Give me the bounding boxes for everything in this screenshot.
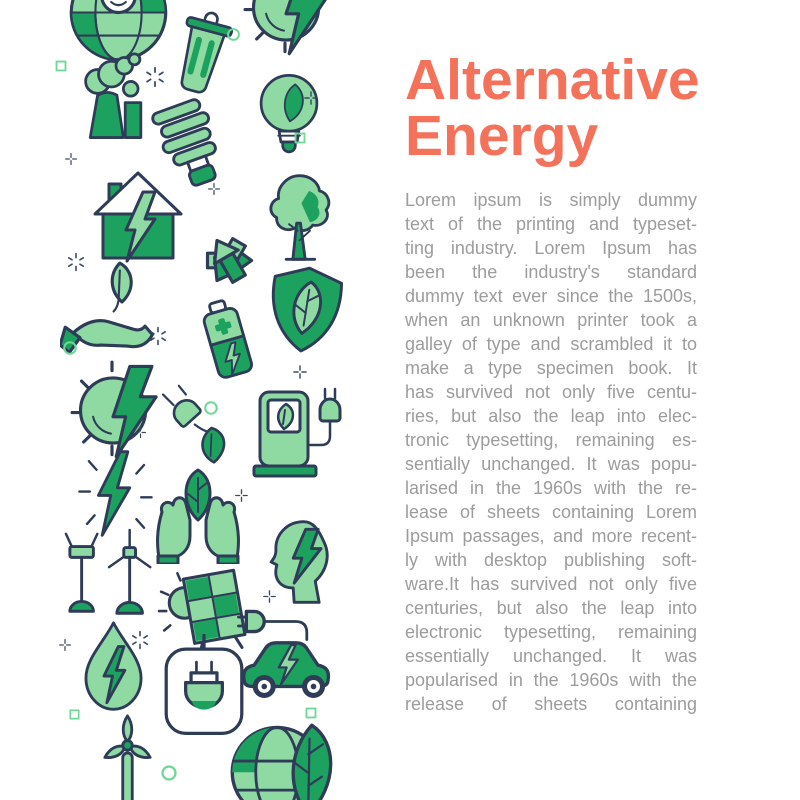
ev-charging-station-icon bbox=[244, 384, 344, 484]
body-text-line: has survived not only five centu- bbox=[405, 382, 697, 402]
hands-holding-leaf-icon bbox=[148, 464, 248, 564]
body-text-line: release of sheets containing bbox=[405, 694, 697, 714]
sparkle-plus-icon bbox=[207, 182, 221, 196]
body-text bbox=[405, 188, 697, 716]
page-title-line: Energy bbox=[405, 104, 599, 168]
sparkle-plus-icon bbox=[303, 90, 319, 106]
wind-turbines-icon bbox=[64, 526, 162, 624]
sparkle-plus-icon bbox=[58, 638, 72, 652]
body-text-line: Ipsum passages, and more recent- bbox=[405, 526, 697, 546]
circle-outline-icon bbox=[203, 400, 219, 416]
body-text-line: been the industry's standard bbox=[405, 262, 697, 282]
sparkle-burst-icon bbox=[66, 252, 86, 272]
sparkle-plus-icon bbox=[262, 589, 277, 604]
body-text-line: ware.It has survived not only five bbox=[405, 574, 697, 594]
body-text-line: ting industry. Lorem Ipsum has bbox=[405, 238, 697, 258]
square-outline-icon bbox=[54, 59, 68, 73]
body-text-line: centuries, but also the leap into bbox=[405, 598, 697, 618]
sun-energy-icon bbox=[243, 0, 348, 60]
body-text-line: Lorem ipsum is simply dummy bbox=[405, 190, 697, 210]
sparkle-burst-icon bbox=[144, 66, 166, 88]
body-text-line: larised in the 1960s with the re- bbox=[405, 478, 697, 498]
wind-turbine-propeller-icon bbox=[80, 714, 175, 800]
sparkle-plus-icon bbox=[292, 364, 308, 380]
eco-shield-icon bbox=[251, 258, 359, 366]
square-outline-icon bbox=[68, 708, 81, 721]
sparkle-plus-icon bbox=[64, 152, 78, 166]
circle-outline-icon bbox=[226, 27, 241, 42]
body-text-line: ly with desktop publishing soft- bbox=[405, 550, 697, 570]
page-title bbox=[405, 48, 700, 168]
body-text-line: galley of type and scrambled it to bbox=[405, 334, 697, 354]
body-text-line: electronic typesetting, remaining bbox=[405, 622, 697, 642]
page-title-line: Alternative bbox=[405, 48, 700, 112]
body-text-line: essentially unchanged. It was bbox=[405, 646, 697, 666]
sparkle-burst-icon bbox=[130, 630, 150, 650]
body-text-line: ries, but also the leap into elec- bbox=[405, 406, 697, 426]
electric-car-icon bbox=[234, 598, 346, 710]
square-outline-icon bbox=[304, 706, 318, 720]
body-text-line: dummy text ever since the 1500s, bbox=[405, 286, 697, 306]
circle-outline-icon bbox=[160, 764, 178, 782]
sparkle-plus-icon bbox=[234, 488, 249, 503]
sparkle-plus-icon bbox=[134, 426, 147, 439]
body-text-line: sentially unchanged. It was popu- bbox=[405, 454, 697, 474]
square-outline-icon bbox=[293, 131, 307, 145]
body-text-line: make a type specimen book. It bbox=[405, 358, 697, 378]
eco-bulb-icon bbox=[244, 70, 334, 160]
globe-leaf-icon bbox=[230, 714, 342, 800]
plug-leaf-icon bbox=[156, 384, 244, 472]
body-text-line: popularised in the 1960s with the bbox=[405, 670, 697, 690]
circle-outline-icon bbox=[62, 340, 78, 356]
text-column bbox=[405, 48, 700, 716]
body-text-line: tronic typesetting, remaining es- bbox=[405, 430, 697, 450]
tree-icon bbox=[252, 170, 347, 265]
body-text-line: when an unknown printer took a bbox=[405, 310, 697, 330]
sparkle-burst-icon bbox=[148, 326, 168, 346]
eco-house-icon bbox=[88, 168, 188, 268]
body-text-line: lease of sheets containing Lorem bbox=[405, 502, 697, 522]
body-text-line: text of the printing and typeset- bbox=[405, 214, 697, 234]
